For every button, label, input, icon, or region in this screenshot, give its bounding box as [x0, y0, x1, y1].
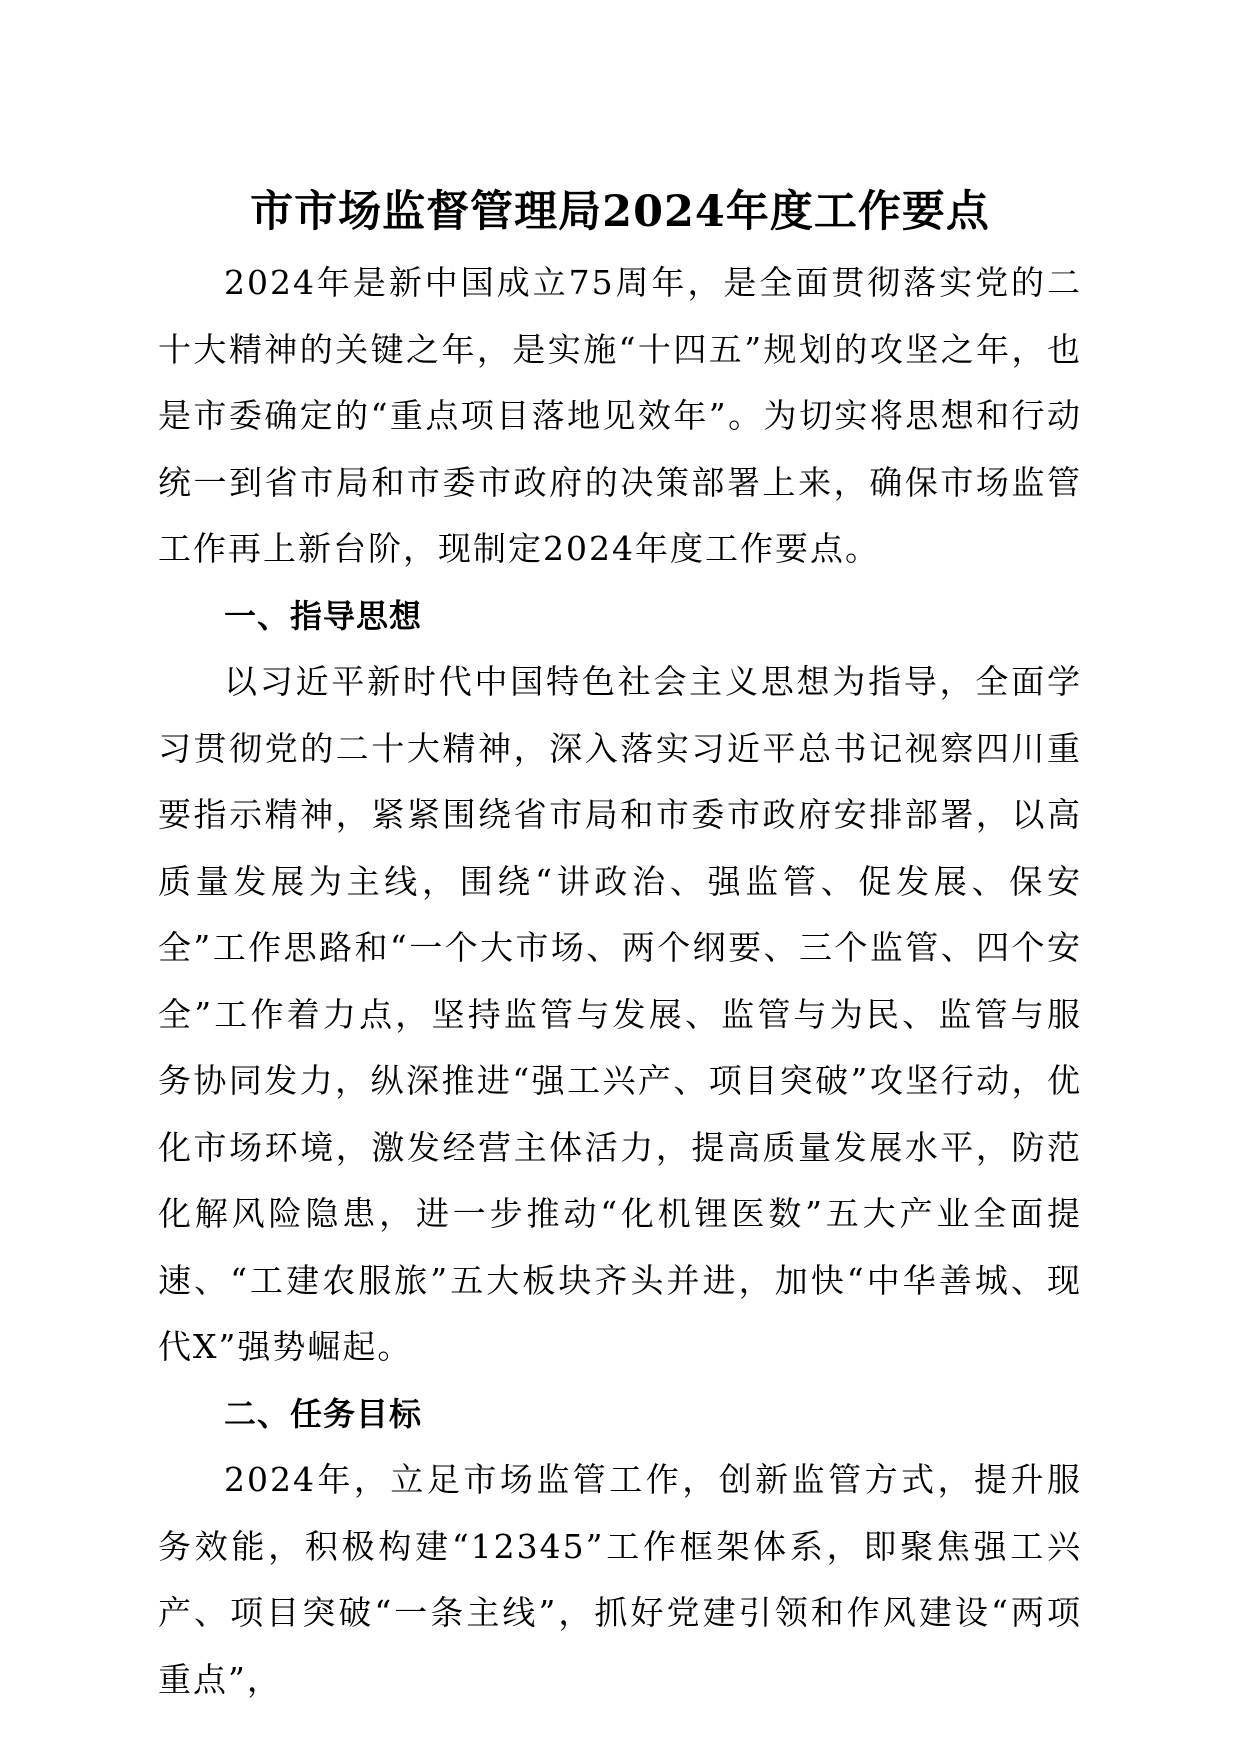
intro-paragraph: 2024年是新中国成立75周年，是全面贯彻落实党的二十大精神的关键之年，是实施“十四五”规划的攻坚之年，也是市委确定的“重点项目落地见效年”。为切实将思想和行动统一到省市局和市委市政府的决策部署上来，确保市场监管工作再上新台阶，现制定2024年度工作要点。 [158, 263, 1082, 568]
section-heading-guiding-ideology: 一、指导思想 [224, 596, 423, 635]
section-heading-task-goals: 二、任务目标 [224, 1394, 423, 1433]
section-body-task-goals: 2024年，立足市场监管工作，创新监管方式，提升服务效能，积极构建“12345”工作框架体系，即聚焦强工兴产、项目突破“一条主线”，抓好党建引领和作风建设“两项重点”， [158, 1460, 1082, 1699]
document-page [158, 180, 1082, 1713]
document-title: 市市场监督管理局2024年度工作要点 [250, 187, 990, 237]
section-body-guiding-ideology: 以习近平新时代中国特色社会主义思想为指导，全面学习贯彻党的二十大精神，深入落实习近平总书记视察四川重要指示精神，紧紧围绕省市局和市委市政府安排部署，以高质量发展为主线，围绕“讲政治、强监管、促发展、保安全”工作思路和“一个大市场、两个纲要、三个监管、四个安全”工作着力点，坚持监管与发展、监管与为民、监管与服务协同发力，纵深推进“强工兴产、项目突破”攻坚行动，优化市场环境，激发经营主体活力，提高质量发展水平，防范化解风险隐患，进一步推动“化机锂医数”五大产业全面提速、“工建农服旅”五大板块齐头并进，加快“中华善城、现代X”强势崛起。 [158, 662, 1082, 1366]
